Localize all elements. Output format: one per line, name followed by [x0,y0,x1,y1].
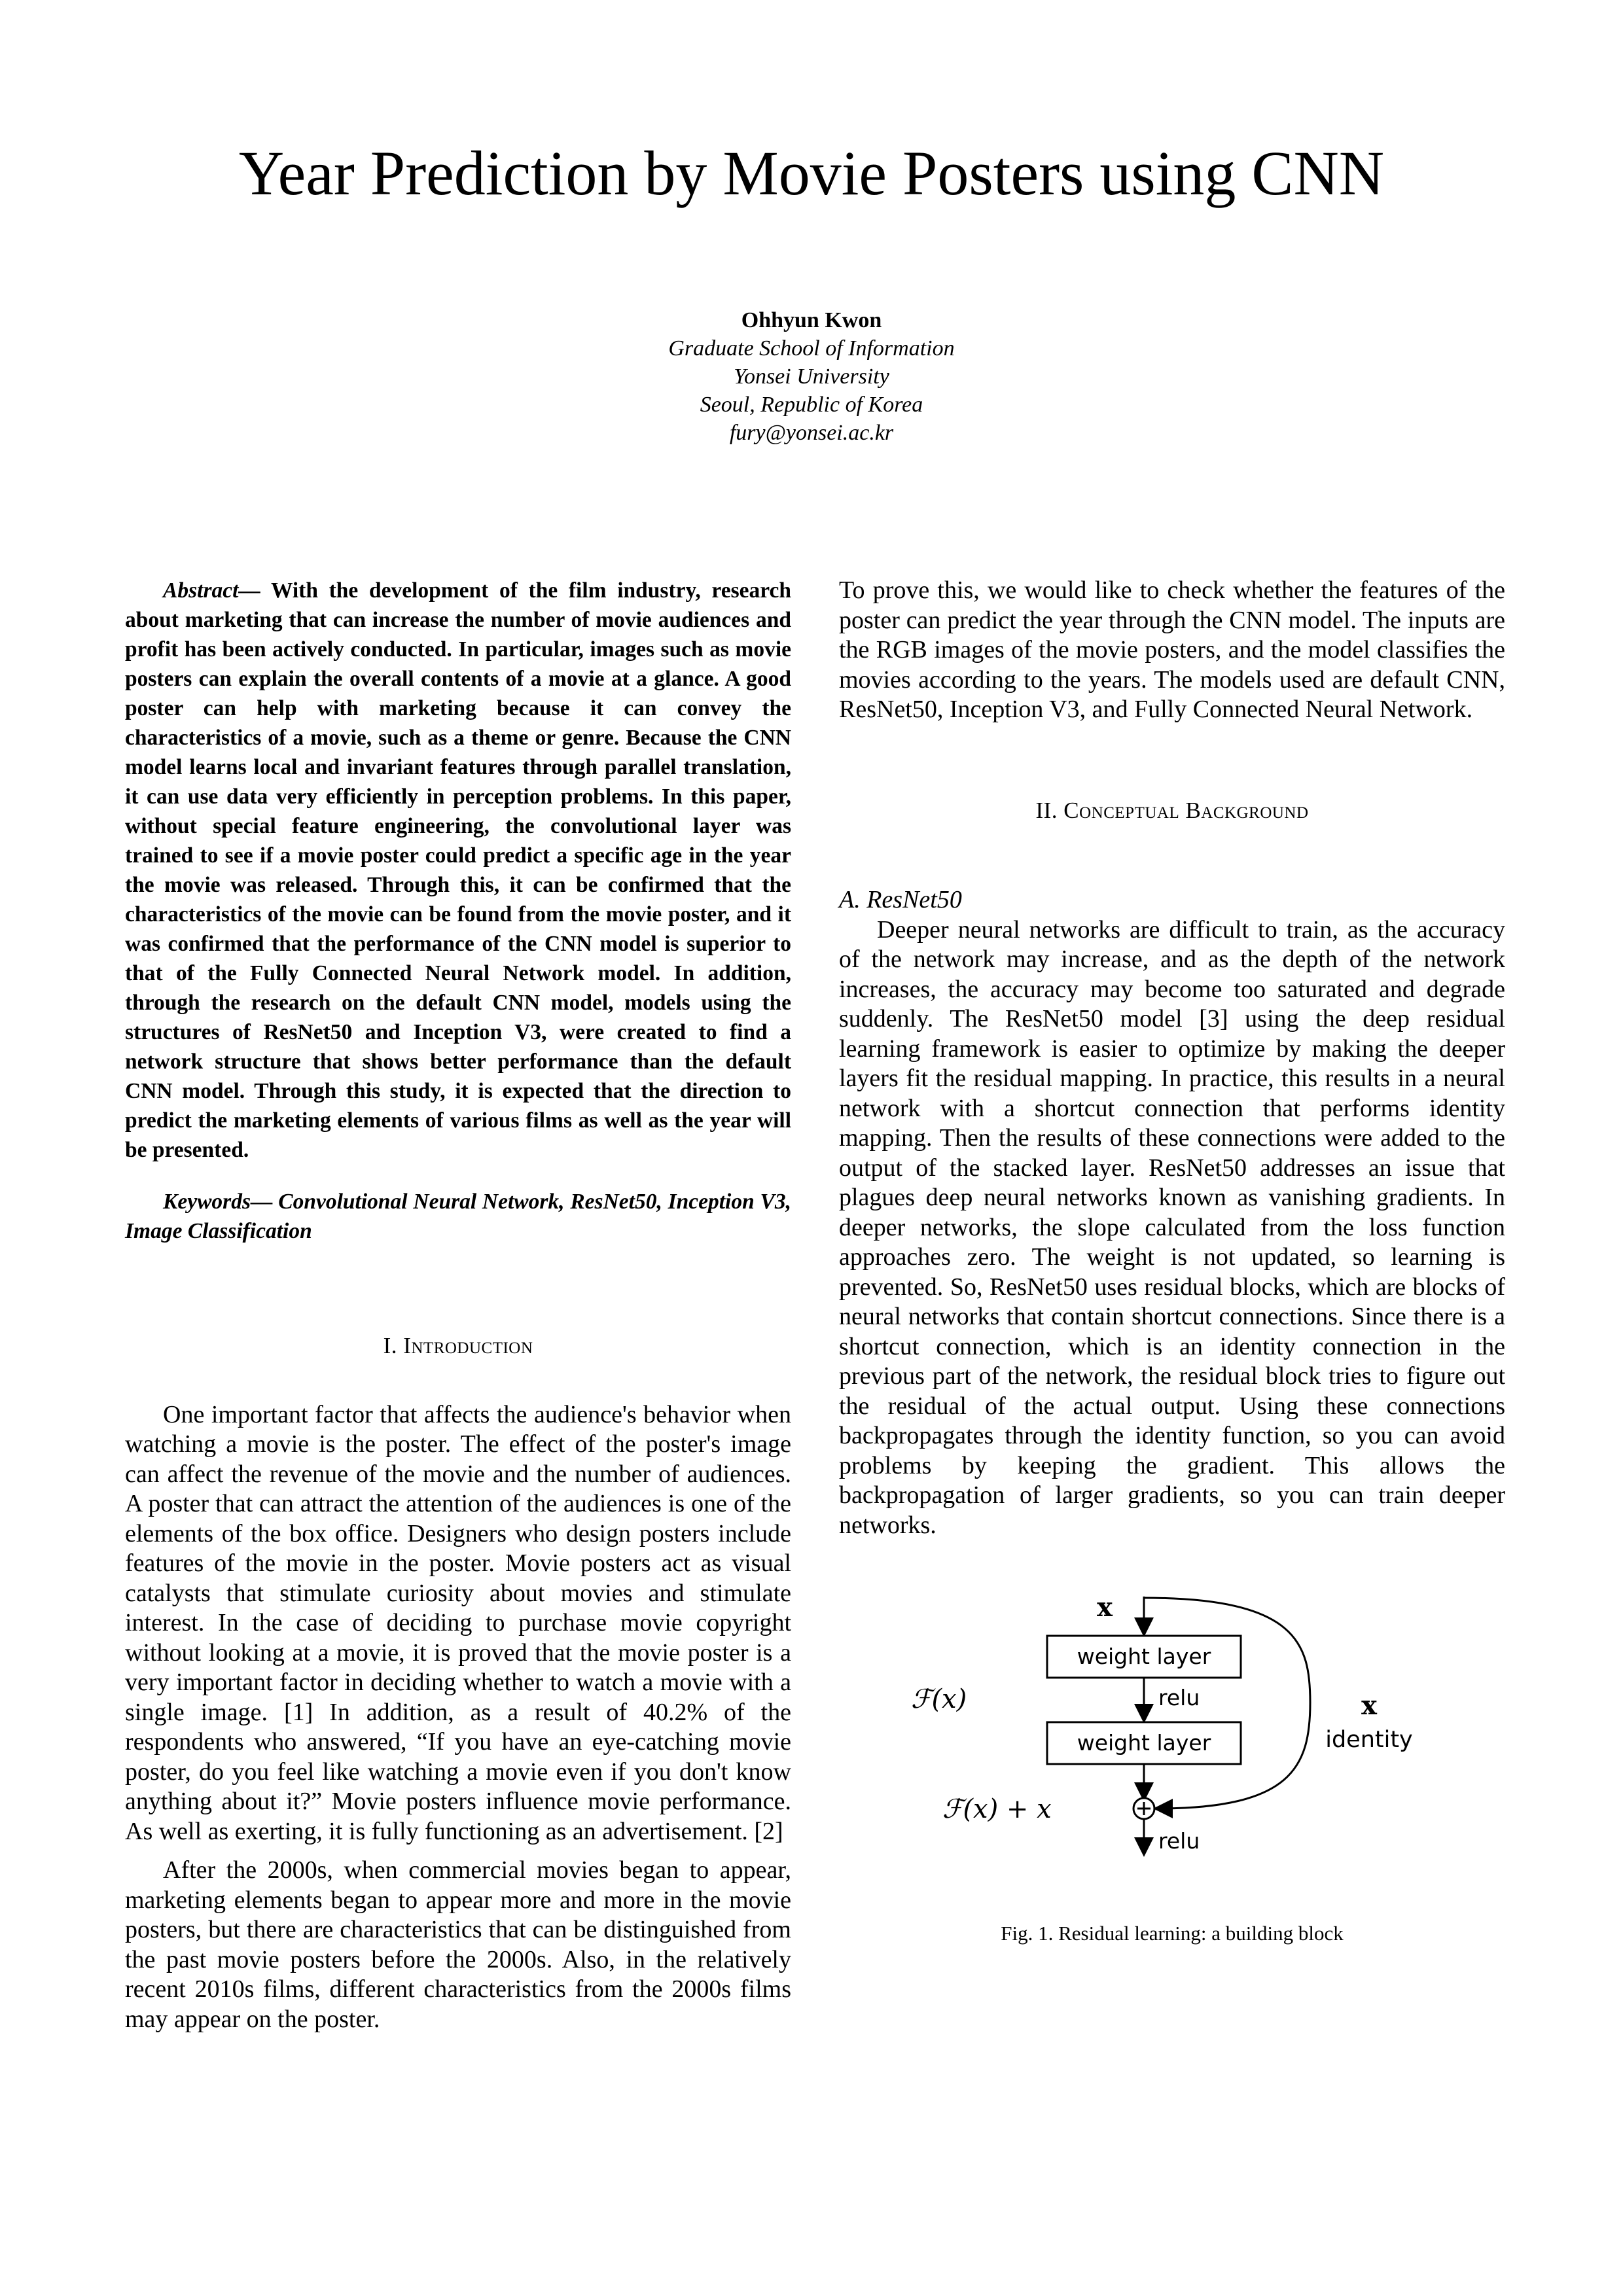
right-column [839,576,1505,1949]
figure-residual-block [839,1578,1505,1918]
author-dept: Graduate School of Information [668,336,955,361]
intro-paragraph-2: After the 2000s, when commercial movies began to appear, marketing elements began to appear more and more in the movie posters, but there are characteristics that can be distinguished from the past movie posters before the 2000s. Also, in the relatively recent 2010s films, different characteristics from the 2000s films may appear on the poster. [125,1856,791,2033]
author-email: fury@yonsei.ac.kr [729,421,894,445]
abstract-lead: Abstract— [163,578,260,603]
sum-label: ℱ(x) + x [942,1794,1052,1824]
subsection-heading-resnet50: A. ResNet50 [839,886,962,913]
author-name: Ohhyun Kwon [741,308,882,332]
weight-layer-2-label: weight layer [1077,1730,1211,1756]
author-block [0,306,1623,447]
paper-title: Year Prediction by Movie Posters using CNN [238,138,1385,208]
fx-label: ℱ(x) [911,1684,967,1714]
section-heading-background: II. Conceptual Background [1035,797,1309,823]
relu-mid-label: relu [1158,1685,1200,1710]
author-location: Seoul, Republic of Korea [700,393,923,417]
shortcut-x-label: x [1361,1690,1377,1721]
residual-block-diagram [839,1578,1505,1918]
input-x-label: x [1097,1592,1113,1623]
abstract [125,576,791,1165]
intro-paragraph-1: One important factor that affects the audience's behavior when watching a movie is the poster. The effect of the poster's image can affect the revenue of the movie and the number of audiences. A poster that can attract the attention of the audiences is one of the elements of the box office. Designers who design posters include features of the movie in the poster. Movie posters act as visual catalysts that stimulate curiosity about movies and stimulate interest. In the case of deciding to purchase movie copyright without looking at a movie, it is proved that the movie poster is a very important factor in deciding whether to watch a movie with a single image. [1] In addition, as a result of 40.2% of the respondents who answered, “If you have an eye-catching movie poster, do you feel like watching a movie even if you don't know anything about it?” Movie posters influence movie performance. As well as exerting, it is fully functioning as an advertisement. [2] [125,1400,791,1845]
weight-layer-1-label: weight layer [1077,1644,1211,1669]
author-university: Yonsei University [734,364,889,389]
background-paragraph-1: Deeper neural networks are difficult to train, as the accuracy of the network may increase, and as the depth of the network increases, the accuracy may become too saturated and degrade suddenly. The ResNet50 model [3] using the deep residual learning framework is easier to optimize by making the deeper layers fit the residual mapping. In practice, this results in a neural network with a shortcut connection that performs identity mapping. Then the results of these connections were added to the output of the stacked layer. ResNet50 addresses an issue that plagues deep neural networks known as vanishing gradients. In deeper networks, the slope calculated from the loss function approaches zero. The weight is not updated, so learning is prevented. So, ResNet50 uses residual blocks, which are blocks of neural networks that contain shortcut connections. Since there is a shortcut connection, which is an identity connection in the previous part of the network, the residual block tries to figure out the residual of the actual output. Using these connections backpropagates through the identity function, so you can avoid problems by keeping the gradient. This allows the backpropagation of larger gradients, so you can train deeper networks. [839,915,1505,1539]
left-column [125,576,791,2034]
figure-caption: Fig. 1. Residual learning: a building block [1001,1922,1344,1945]
section-heading-introduction: I. Introduction [383,1333,533,1358]
intro-paragraph-3: To prove this, we would like to check whether the features of the poster can predict the year through the CNN model. The inputs are the RGB images of the movie posters, and the model classifies the movies according to the years. The models used are default CNN, ResNet50, Inception V3, and Fully Connected Neural Network. [839,576,1505,723]
abstract-text: With the development of the film industry, research about marketing that can increase the number of movie audiences and profit has been actively conducted. In particular, images such as movie posters can explain the overall contents of a movie at a glance. A good poster can help with marketing because it can convey the characteristics of a movie, such as a theme or genre. Because the CNN model learns local and invariant features through parallel translation, it can use data very efficiently in perception problems. In this paper, without special feature engineering, the convolutional layer was trained to see if a movie poster could predict a specific age in the year the movie was released. Through this, it can be confirmed that the characteristics of the movie can be found from the movie poster, and it was confirmed that the performance of the CNN model is superior to that of the Fully Connected Neural Network model. In addition, through the research on the default CNN model, models using the structures of ResNet50 and Inception V3, were created to find a network structure that shows better performance than the default CNN model. Through this study, it is expected that the direction to predict the marketing elements of various films as well as the year will be presented. [125,578,791,1162]
keywords: Keywords— Convolutional Neural Network, ResNet50, Inception V3, Image Classification [125,1190,791,1243]
identity-label: identity [1325,1727,1413,1753]
relu-out-label: relu [1158,1828,1200,1854]
